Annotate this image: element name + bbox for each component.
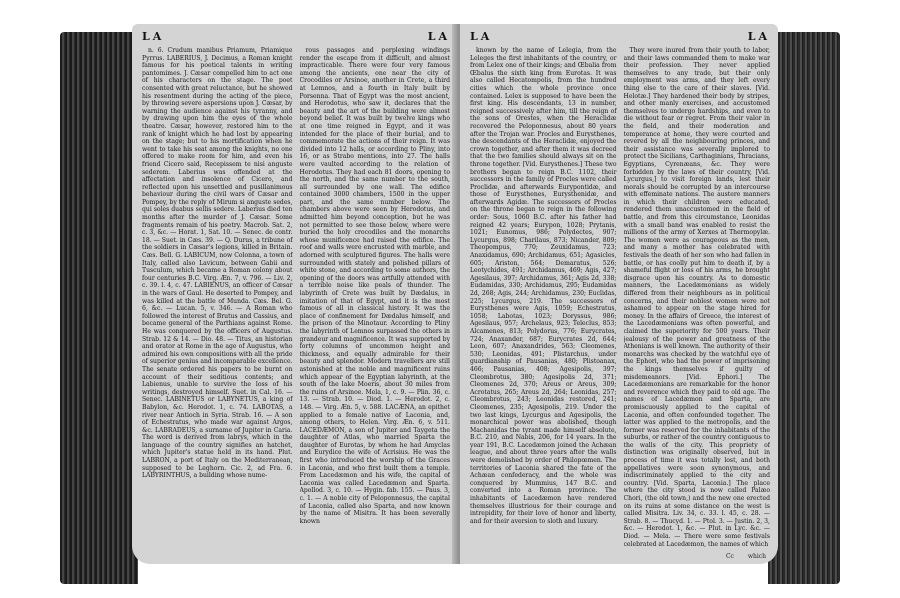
right-page-column-2 bbox=[624, 47, 771, 557]
open-book bbox=[60, 18, 840, 584]
left-page bbox=[132, 24, 458, 564]
left-header-right: LA bbox=[427, 30, 450, 43]
right-column-2-text: They were inured from their youth to labor, and their laws commanded them to make war their profession. They never applied themselves to any trade, but their only employment was arms, and they left every thing else to the care of their slaves. [Vid. Helotæ.] They hardened their body by stripes, and other manly exercises, and accustomed themselves to undergo hardships, and even to die without fear or regret. From their valor in the field, and their moderation and temperance at home, they were courted and revered by all the neighbouring princes, and their assistance was severally implored to protect the Sicilians, Carthaginians, Thracians, Egyptians, Cyrenæans, &c. They were forbidden by the laws of their country, [Vid. Lycurgus,] to visit foreign lands, lest their morals should be corrupted by an intercourse with effeminate nations. The austere manners in which their children were educated, rendered them unaccustomed in the field of battle, and from this circumstance, Leonidas with a small band was enabled to resist the millions of the army of Xerxes at Thermopylæ. The women were as courageous as the men, and many a mother has celebrated with festivals the death of her son who had fallen in battle, or has coolly put him to death if, by a shameful flight or loss of his arms, he brought disgrace upon his country. As to domestic manners, the Lacedæmonians as widely differed from their neighbours as in political concerns, and their noblest women were not ashamed to appear on the stage hired for money. In the affairs of Greece, the interest of the Lacedæmonians was often powerful, and claimed the superiority for 500 years. Their jealousy of the power and greatness of the Athenians is well known. The authority of their monarchs was checked by the watchful eye of the Ephori, who had the power of imprisoning the kings themselves if guilty of misdemeanors. [Vid. Ephori.] The Lacedæmonians are remarkable for the honor and reverence which they paid to old age. The names of Lacedæmon and Sparta, are promiscuously applied to the capital of Laconia, and often confounded together. The latter was applied to the metropolis, and the former was reserved for the inhabitants of the suburbs, or rather of the country contiguous to the walls of the city. This propriety of distinction was originally observed, but in process of time it was totally lost, and both appellatives were soon synonymous, and indiscriminately applied to the city and country. [Vid. Sparta, Laconia.] The place where the city stood is now called Palæo Chori, (the old town,) and the new one erected on its ruins at some distance on the west is called Misitra. Liv. 34, c. 33. l. 45, c. 28. — Strab. 8. — Thucyd. 1. — Ptol. 3. — Justin. 2, 3, &c. — Herodot. 1, &c. — Plut. in Lyc. &c. — Diod. — Mela. — There were some festivals celebrated at Lacedæmon, the names of which bbox=[623, 47, 770, 548]
left-page-column-1 bbox=[142, 47, 293, 557]
right-column-1-text: known by the name of Lelegia, from the Leleges the first inhabitants of the country, or from Lelex one of their kings; and Œbalia from Œbalus the sixth king from Eurotas. It was also called Hecatompolis, from the hundred cities which the whole province once contained. Lelex is supposed to have been the first king. His descendants, 13 in number, reigned successively after him, till the reign of the sons of Orestes, when the Heraclidæ recovered the Peloponnesus, about 80 years after the Trojan war. Procles and Eurysthenes, the descendants of the Heraclidæ, enjoyed the crown together, and after them it was decreed that the two families should always sit on the throne together. [Vid. Eurysthenes.] These two brothers began to reign B.C. 1102, their successors in the family of Procles were called Proclidæ, and afterwards Eurypontidæ, and those of Eurysthenes, Eurysthenidæ, and afterwards Agidæ. The successors of Procles on the throne began to reign in the following order: Sous, 1060 B.C. after his father had reigned 42 years; Eurypon, 1028; Prytanis, 1021; Eunomus, 986; Polydectes, 907; Lycurgus, 898; Charilaus, 873; Nicander, 809; Theopompus, 770; Zeuxidamus, 723; Anaxidamus, 690; Archidamus, 651; Agasicles, 605; Ariston, 564; Demaratus, 526; Leotychides, 491; Archidamus, 469; Agis, 427; Agesilaus, 397; Archidamus, 361; Agis 2d, 338; Eudamidas, 330; Archidamus, 295; Eudamidas 2d, 268; Agis, 244; Archidamus, 230; Euclidas, 225; Lycurgus, 219. The successors of Eurysthenes were Agis, 1059; Echestratus, 1058; Labotas, 1023; Doryssus, 986; Agesilaus, 957; Archelaus, 923; Teleclus, 853; Alcamenes, 813; Polydorus, 776; Eurycrates, 724; Anaxander, 687; Eurycrates 2d, 644; Leon, 607; Anaxandrides, 563; Cleomenes, 530; Leonidas, 491; Plistarchus, under guardianship of Pausanias, 480; Plistoanax, 466; Pausanias, 408; Agesipolis, 397; Cleombrotus, 380; Agesipolis 2d, 371; Cleomenes 2d, 370; Areus or Areus, 309; Acrotatus, 265; Areus 2d, 264; Leonidas, 257; Cleombrotus, 243; Leonidas restored, 241; Cleomenes, 235; Agesipolis, 219. Under the two last kings, Lycurgus and Agesipolis, the monarchical power was abolished, though Machanidas the tyrant made himself absolute, B.C. 210, and Nabis, 206, for 14 years. In the year 191, B.C. Lacedæmon joined the Achæan league, and about three years after the walls were demolished by order of Philopœmen. The territories of Laconia shared the fate of the Achæan confederacy, and the whole was conquered by Mummius, 147 B.C. and converted into a Roman province. The inhabitants of Lacedæmon have rendered themselves illustrious for their courage and intrepidity, for their love of honor and liberty, and for their aversion to sloth and luxury. bbox=[470, 47, 617, 525]
right-page-header bbox=[470, 30, 770, 44]
right-header-right: LA bbox=[747, 30, 770, 43]
left-column-2-text: rous passages and perplexing windings render the escape from it difficult, and almost impracticable. There were four very famous among the ancients, one near the city of Crocodiles or Arsinoe, another in Crete, a third at Lemnos, and a fourth in Italy built by Porsenna. That of Egypt was the most ancient, and Herodotus, who saw it, declares that the beauty and the art of the building were almost beyond belief. It was built by twelve kings who at one time reigned in Egypt, and it was intended for the place of their burial, and to commemorate the actions of their reign. It was divided into 12 halls, or according to Pliny, into 16, or as Strabo mentions, into 27. The halls were vaulted according to the relation of Herodotus. They had each 81 doors, opening to the north, and the same number to the south, all surrounded by one wall. The edifice contained 3000 chambers, 1500 in the upper part, and the same number below. The chambers above were seen by Herodotus, and admitted him beyond conception, but he was not permitted to see those below, where were buried the holy crocodiles and the monarchs whose munificence had raised the edifice. The roof and walls were encrusted with marble, and adorned with sculptured figures. The halls were surrounded with stately and polished pillars of white stone, and according to some authors, the opening of the doors was artfully attended with a terrible noise like peals of thunder. The labyrinth of Crete was built by Dædalus, in imitation of that of Egypt, and it is the most famous of all in classical history. It was the place of confinement for Dædalus himself, and the prison of the Minotaur. According to Pliny the labyrinth of Lemnos surpassed the others in grandeur and magnificence. It was supported by forty columns of uncommon height and thickness, and equally admirable for their beauty and splendor. Modern travellers are still astonished at the noble and magnificent ruins which appear of the Egyptian labyrinth, at the south of the lake Moeris, about 30 miles from the ruins of Arsinoe. Mela, 1, c. 9. — Plin. 36, c. 13. — Strab. 10. — Diod. 1. — Herodot. 2, c. 148. — Virg. Æn. 5, v. 588. LACÆNA, an epithet applied to a female native of Laconia, and, among others, to Helen. Virg. Æn. 6, v. 511. LACEDÆMON, a son of Jupiter and Taygeta the daughter of Atlas, who married Sparta the daughter of Eurotas, by whom he had Amyclas and Eurydice the wife of Acrisius. He was the first who introduced the worship of the Graces in Laconia, and who first built them a temple. From Lacedæmon and his wife, the capital of Laconia was called Lacedæmon and Sparta. Apollod. 3, c. 10. — Hygin. fab. 155. — Paus. 3, c. 1. — A noble city of Peloponnesus, the capital of Laconia, called also Sparta, and now known by the name of Misitra. It has been severally known bbox=[299, 47, 450, 525]
left-header-left: LA bbox=[142, 30, 165, 43]
right-header-left: LA bbox=[470, 30, 493, 43]
book-left-edge bbox=[60, 32, 138, 584]
right-page bbox=[460, 24, 778, 564]
right-page-column-1 bbox=[470, 47, 617, 557]
catchword: which bbox=[747, 553, 766, 560]
left-page-column-2 bbox=[300, 47, 451, 557]
left-page-header bbox=[142, 30, 450, 44]
book-right-edge bbox=[768, 32, 840, 584]
signature-mark: Cc bbox=[725, 553, 734, 560]
left-column-1-text: n. 6. Crudum manibus Priamum, Priamique Pyrrus. LABERIUS, J. Decimus, a Roman knight famous for his poetical talents in writing pantomimes. J. Cæsar compelled him to act one of his characters on the stage. The poet consented with great reluctance, but he showed his resentment during the acting of the piece, by throwing severe aspersions upon J. Cæsar, by warning the audience against his tyranny, and by drawing upon him the eyes of the whole theatre. Cæsar, however, restored him to the rank of knight which he had lost by appearing on the stage; but to his mortification when he went to take his seat among the knights, no one offered to make room for him, and even his friend Cicero said, Recepissem te nisi anguste sederem. Laberius was offended at the affectation and insolence of Cicero, and reflected upon his unsettled and pusillanimous behaviour during the civil wars of Cæsar and Pompey, by the reply of Mirum si anguste sedes, qui soles duabus sellis sedere. Laberius died ten months after the murder of J. Cæsar. Some fragments remain of his poetry. Macrob. Sat. 2, c. 3, &c. — Horat. 1, Sat. 10. — Senec. de contr. 18. — Suet. in Cæs. 39. — Q. Durus, a tribune of the soldiers in Cæsar's legions, killed in Britain. Cæs. Bell. G. LABICUM, now Colonna, a town of Italy, called also Lavicum, between Gabii and Tusculum, which became a Roman colony about four centuries B.C. Virg. Æn. 7, v. 796. — Liv. 2, c. 39. l. 4, c. 47. LABIENUS, an officer of Cæsar in the wars of Gaul. He deserted to Pompey, and was killed at the battle of Munda. Cæs. Bel. G. 6, &c. — Lucan. 5, v. 346. — A Roman who followed the interest of Brutus and Cassius, and became general of the Parthians against Rome. He was conquered by the officers of Augustus. Strab. 12 & 14. — Dio. 48. — Titus, an historian and orator at Rome in the age of Augustus, who admired his own compositions with all the pride of superior genius and incomparable excellence. The senate ordered his papers to be burnt on account of their seditious contents; and Labienus, unable to survive the loss of his writings, destroyed himself. Suet. in Cal. 16. — Senec. LABINETUS or LABYNETUS, a king of Babylon, &c. Herodot. 1, c. 74. LABOTAS, a river near Antioch in Syria. Strab. 16. — A son of Echestratus, who made war against Argos, &c. LABRADEUS, a surname of Jupiter in Caria. The word is derived from labrys, which in the language of the country signifies an hatchet, which Jupiter's statue held in its hand. Plut. LABRON, a port of Italy on the Mediterranean, supposed to be Leghorn. Cic. 2, ad Fra. 6. LABYRINTHUS, a building whose nume- bbox=[142, 47, 293, 480]
page-footer bbox=[460, 553, 766, 560]
